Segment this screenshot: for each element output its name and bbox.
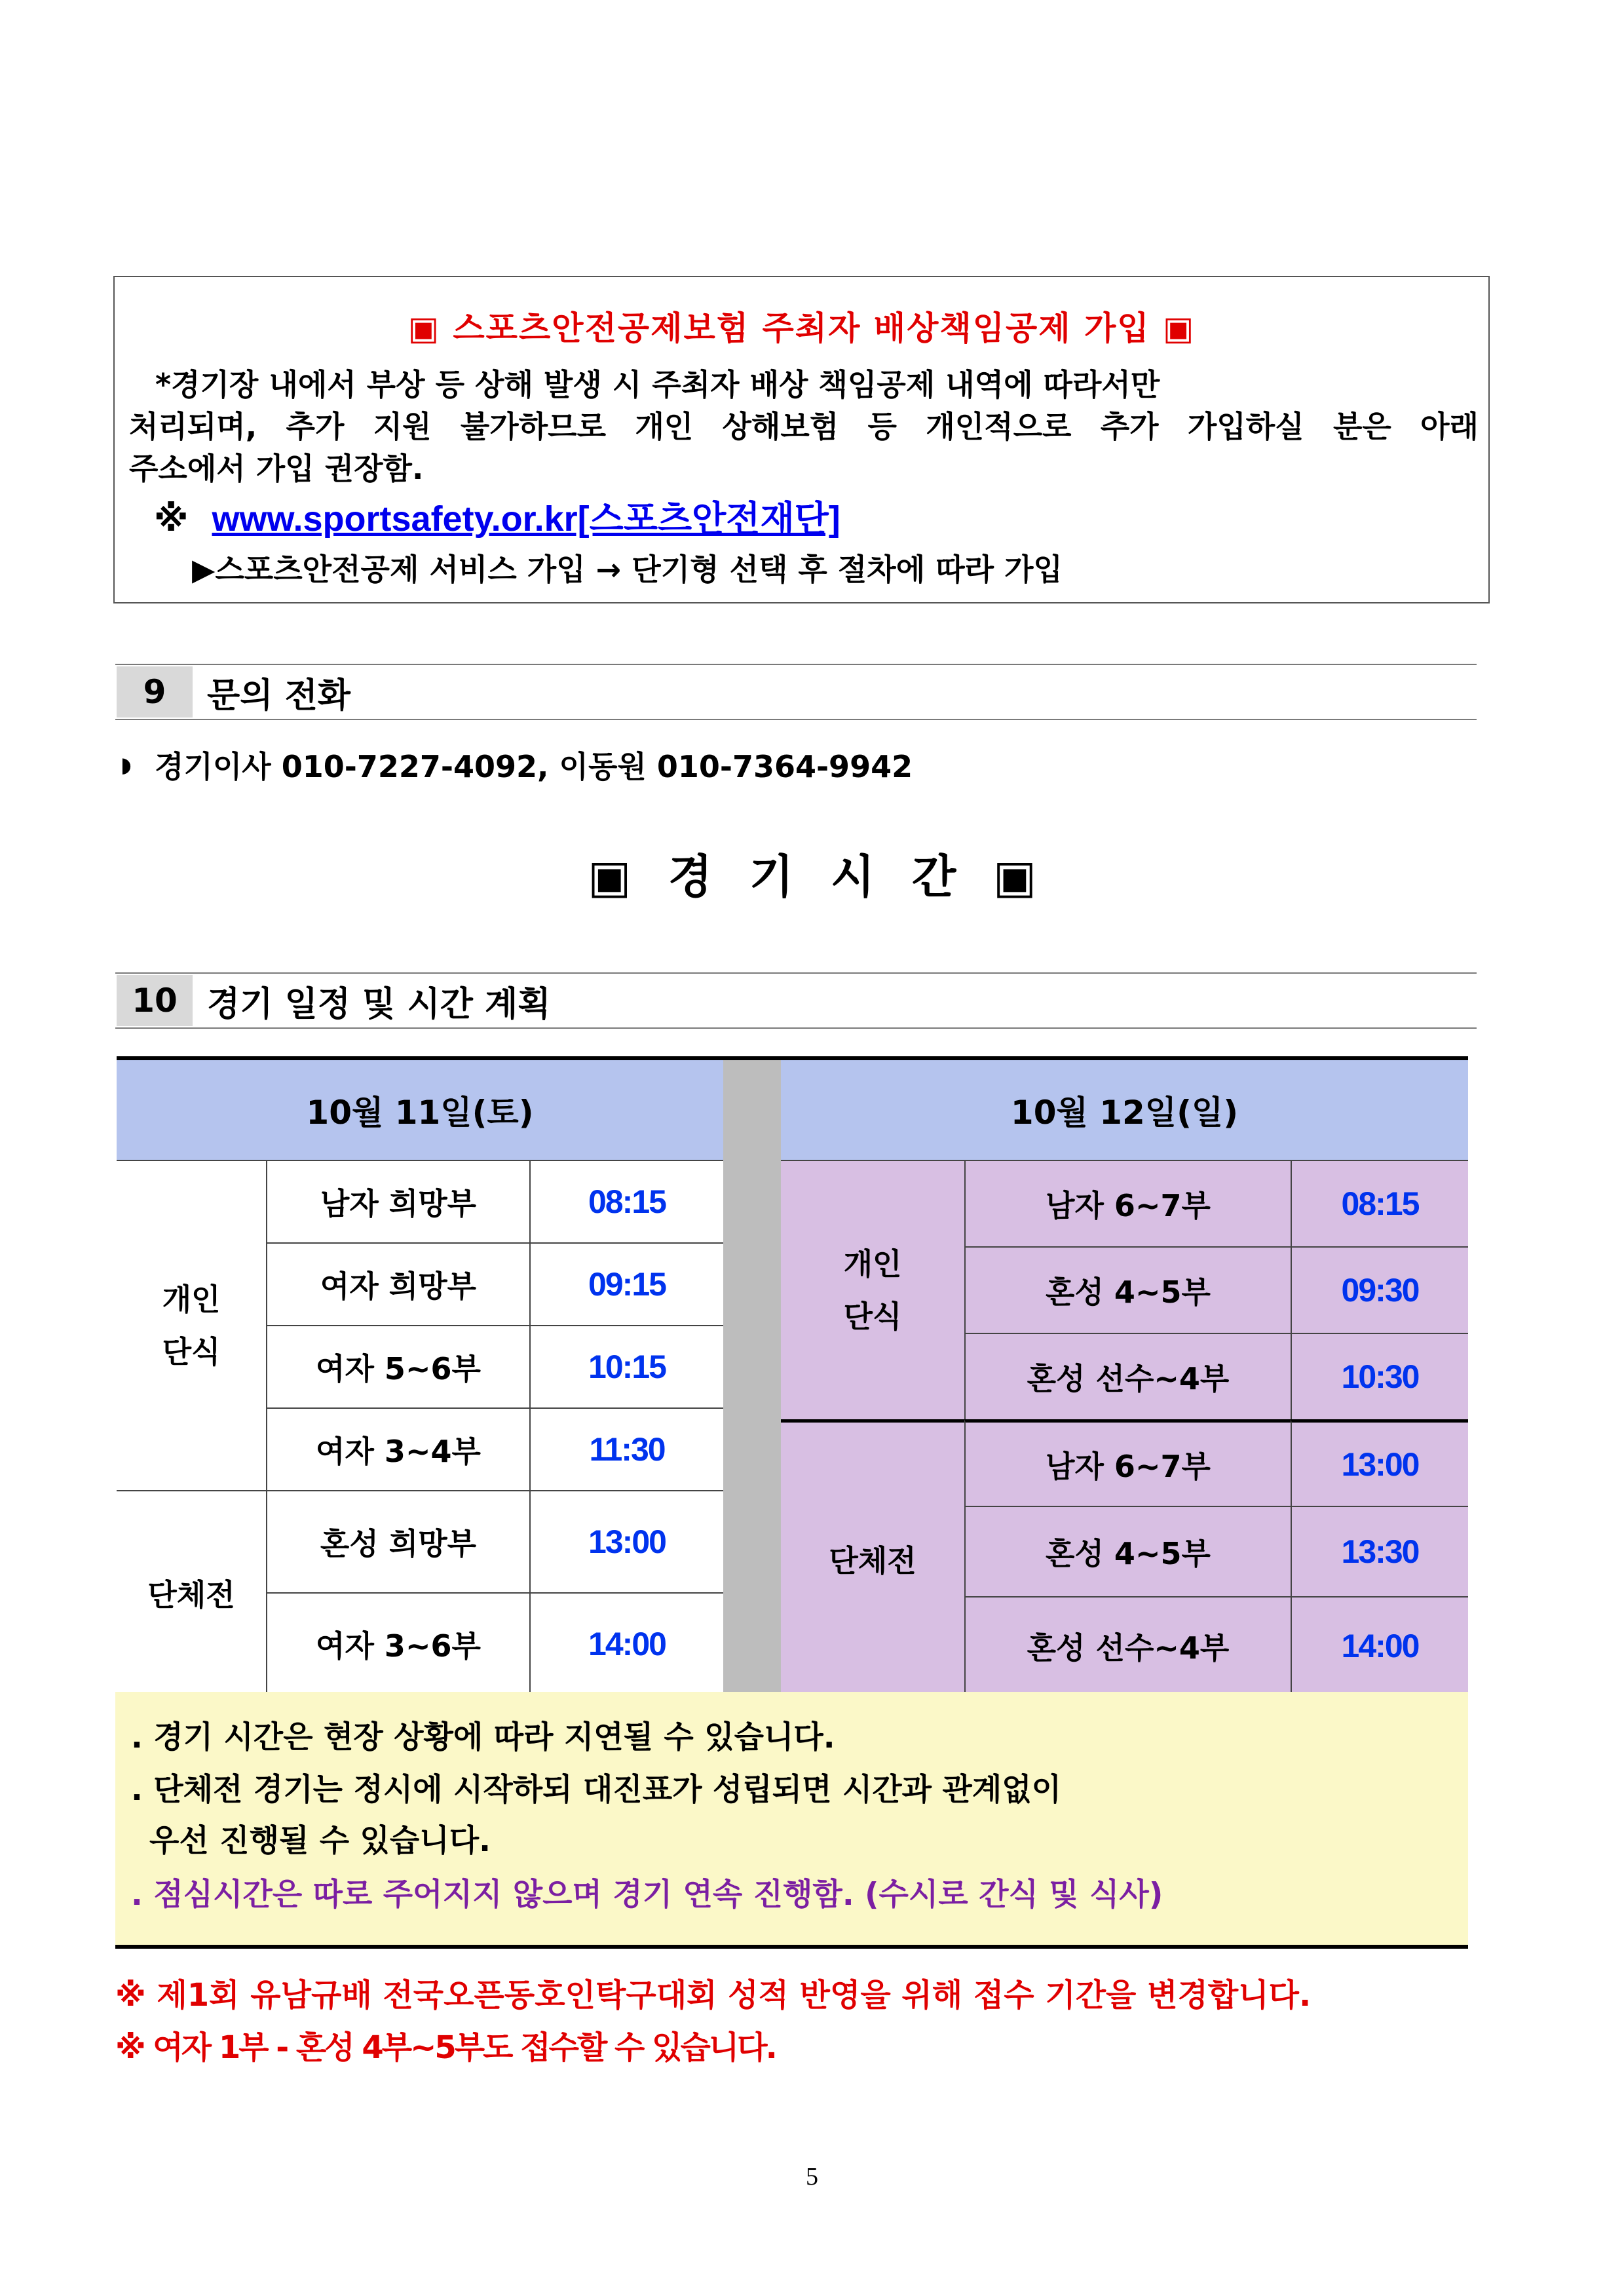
day2-division: 혼성 4~5부 (964, 1506, 1291, 1596)
day1-time: 14:00 (529, 1592, 723, 1694)
column-separator (723, 1056, 781, 1694)
day2-group-team: 단체전 (781, 1419, 964, 1694)
title-mark-icon: ▣ (992, 850, 1036, 904)
day1-division: 여자 3~4부 (266, 1407, 529, 1490)
bullet-icon: ◗ (121, 752, 132, 777)
day2-division: 남자 6~7부 (964, 1419, 1291, 1506)
note-line: 우선 진행될 수 있습니다. (149, 1823, 491, 1859)
insurance-notice-box (113, 276, 1490, 603)
day2-time: 08:15 (1291, 1160, 1468, 1246)
day2-division: 혼성 선수~4부 (964, 1333, 1291, 1419)
day1-time: 11:30 (529, 1407, 723, 1490)
title-char: 시 (830, 850, 875, 904)
contact-phone-line: 경기이사 010-7227-4092, 이동원 010-7364-9942 (155, 749, 913, 784)
note-line: . 경기 시간은 현장 상황에 따라 지연될 수 있습니다. (131, 1719, 835, 1755)
insurance-url-line (154, 491, 840, 541)
day1-time: 13:00 (529, 1490, 723, 1592)
day2-division: 남자 6~7부 (964, 1160, 1291, 1246)
red-notice: ※ 제1회 유남규배 전국오픈동호인탁구대회 성적 반영을 위해 접수 기간을 변경합니다. (115, 1977, 1312, 2014)
section-number: 9 (117, 666, 193, 718)
day2-time: 13:00 (1291, 1419, 1468, 1506)
sportsafety-link[interactable]: www.sportsafety.or.kr[스포츠안전재단] (212, 499, 840, 539)
schedule-notes (115, 1692, 1468, 1949)
note-line-lunch: . 점심시간은 따로 주어지지 않으며 경기 연속 진행함. (수시로 간식 및 식사) (131, 1877, 1163, 1913)
day1-division: 여자 3~6부 (266, 1592, 529, 1694)
day1-group-team: 단체전 (117, 1490, 266, 1694)
title-mark-icon: ▣ (588, 850, 632, 904)
title-char: 기 (749, 850, 794, 904)
day2-time: 14:00 (1291, 1596, 1468, 1694)
note-line: . 단체전 경기는 정시에 시작하되 대진표가 성립되면 시간과 관계없이 (131, 1772, 1062, 1808)
title-char: 경 (668, 850, 713, 904)
day1-header: 10월 11일(토) (117, 1056, 723, 1160)
day1-group-singles: 개인 단식 (117, 1160, 266, 1490)
insurance-body-line-2: 처리되며, 추가 지원 불가하므로 개인 상해보험 등 개인적으로 추가 가입하실 분은 아래 (129, 409, 1479, 444)
day1-division: 여자 5~6부 (266, 1325, 529, 1407)
day2-division: 혼성 4~5부 (964, 1246, 1291, 1333)
day2-group-singles: 개인 단식 (781, 1160, 964, 1419)
section-title: 문의 전화 (207, 676, 351, 716)
reference-mark-icon: ※ (154, 498, 189, 539)
day2-time: 10:30 (1291, 1333, 1468, 1419)
day1-division: 여자 희망부 (266, 1242, 529, 1325)
title-char: 간 (911, 850, 956, 904)
match-time-title (0, 840, 1624, 906)
insurance-body-line-3: 주소에서 가입 권장함. (129, 451, 424, 486)
insurance-title: ▣ 스포츠안전공제보험 주최자 배상책임공제 가입 ▣ (407, 309, 1196, 347)
section-number: 10 (117, 975, 193, 1026)
day1-time: 09:15 (529, 1242, 723, 1325)
section-header-contact (115, 664, 1477, 720)
red-notice: ※ 여자 1부 - 혼성 4부~5부도 접수할 수 있습니다. (115, 2029, 776, 2066)
day2-time: 13:30 (1291, 1506, 1468, 1596)
section-title: 경기 일정 및 시간 계획 (207, 984, 551, 1024)
day2-time: 09:30 (1291, 1246, 1468, 1333)
insurance-steps: ▶스포츠안전공제 서비스 가입 → 단기형 선택 후 절차에 따라 가입 (192, 552, 1063, 587)
insurance-body-line-1: *경기장 내에서 부상 등 상해 발생 시 주최자 배상 책임공제 내역에 따라서만 (155, 367, 1160, 402)
section-header-schedule (115, 972, 1477, 1029)
day2-header: 10월 12일(일) (781, 1056, 1468, 1160)
day1-division: 혼성 희망부 (266, 1490, 529, 1592)
day2-division: 혼성 선수~4부 (964, 1596, 1291, 1694)
day1-time: 08:15 (529, 1160, 723, 1242)
page-number: 5 (806, 2163, 818, 2191)
day1-time: 10:15 (529, 1325, 723, 1407)
day1-division: 남자 희망부 (266, 1160, 529, 1242)
